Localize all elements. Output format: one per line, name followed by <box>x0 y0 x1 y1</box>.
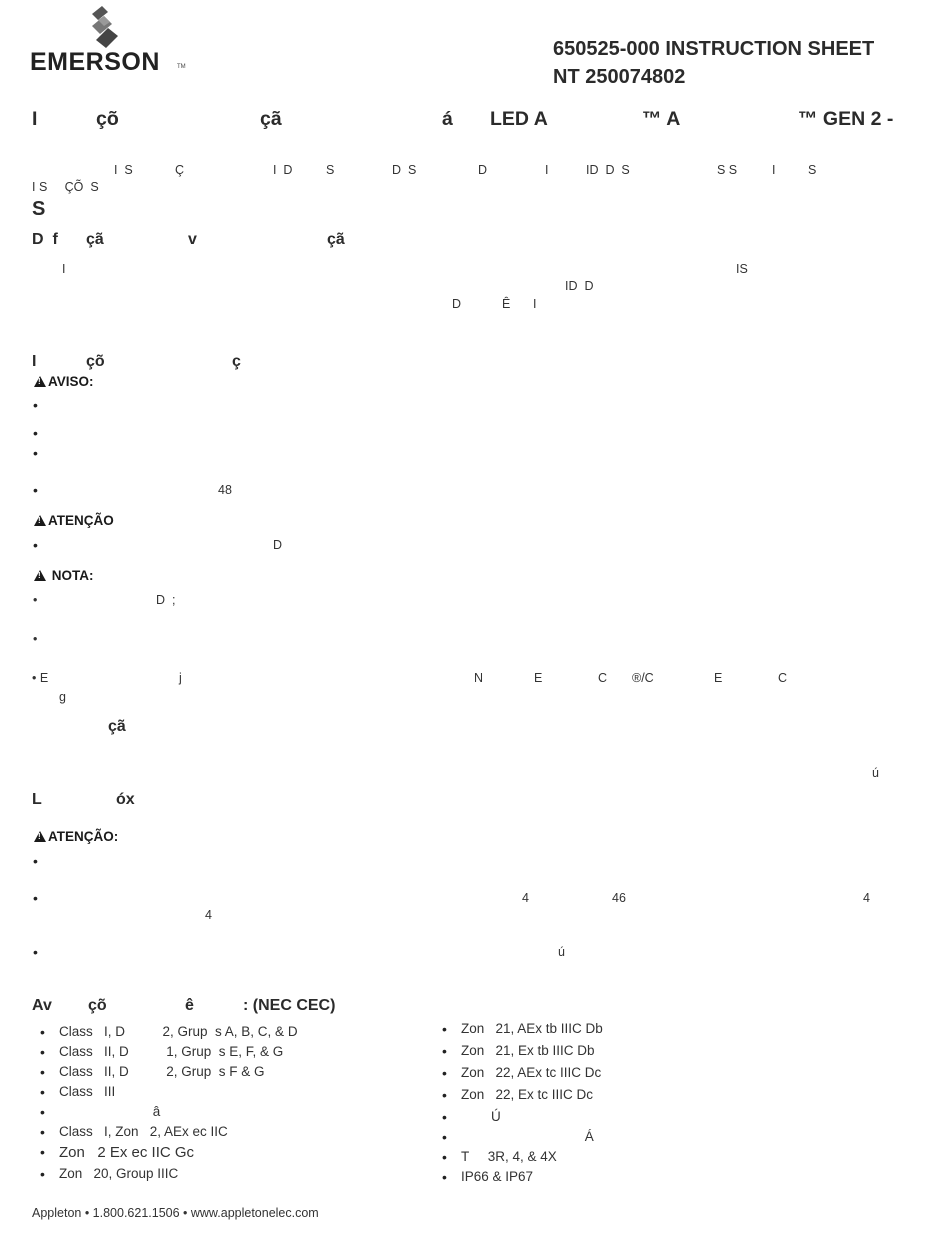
list-item: • â <box>33 1104 298 1124</box>
caps-fragment: D <box>478 163 488 177</box>
caps-fragment: I S <box>114 163 133 177</box>
nota-text: C <box>778 671 788 685</box>
list-item: • Á <box>435 1129 603 1149</box>
title-fragment: LED A <box>490 108 548 130</box>
definition-text: I <box>62 262 66 276</box>
emerson-logo-icon <box>88 6 122 48</box>
footer-contact: Appleton • 1.800.621.1506 • www.appletonelec.com <box>32 1206 319 1220</box>
caps-line-2: I S ÇÕ S <box>32 180 99 194</box>
bullet-dot: • <box>33 632 38 646</box>
title-fragment: ™ GEN 2 - <box>798 108 894 130</box>
ratings-heading: : (NEC CEC) <box>243 997 336 1014</box>
atencao-label: !ATENÇÃO <box>34 513 114 528</box>
bullet-dot: • <box>33 890 38 906</box>
definition-text: I <box>533 297 537 311</box>
sheet-number: NT 250074802 <box>553 66 686 88</box>
warning-icon <box>34 831 46 842</box>
section-s: S <box>32 198 46 220</box>
nota-text: C <box>598 671 608 685</box>
definition-heading: v <box>188 231 197 248</box>
title-fragment: çõ <box>96 108 119 130</box>
definition-text: IS <box>736 262 748 276</box>
nota-text: D ; <box>156 593 176 607</box>
list-item: • IP66 & IP67 <box>435 1169 603 1189</box>
title-fragment: ™ A <box>642 108 681 130</box>
atencao2-note: 4 <box>863 891 870 905</box>
ratings-left-list <box>33 1024 298 1186</box>
bullet-dot: • <box>33 853 38 869</box>
title-fragment: I <box>32 108 38 130</box>
definition-heading: çã <box>327 231 345 248</box>
list-item: • Zon 22, AEx tc IIIC Dc <box>435 1065 603 1087</box>
caps-fragment: D S <box>392 163 417 177</box>
brand-wordmark: EMERSON <box>30 48 160 76</box>
list-item: • Zon 2 Ex ec IIC Gc <box>33 1144 298 1166</box>
bullet-dot: • <box>33 537 38 553</box>
list-item: • Class II, D 2, Grup s F & G <box>33 1064 298 1084</box>
list-item: • Class I, D 2, Grup s A, B, C, & D <box>33 1024 298 1044</box>
caps-fragment: S <box>808 163 817 177</box>
atencao2-note: ú <box>558 945 565 959</box>
bullet-dot: • <box>33 397 38 413</box>
nota-text: j <box>179 671 182 685</box>
ratings-heading: ê <box>185 997 194 1014</box>
caps-fragment: I <box>545 163 549 177</box>
caps-fragment: S <box>326 163 335 177</box>
caps-fragment: Ç <box>175 163 185 177</box>
atencao2-note: 4 <box>205 908 212 922</box>
operation-note: ú <box>872 766 879 780</box>
nota-text: • E <box>32 671 49 685</box>
atencao2-note: 46 <box>612 891 626 905</box>
brand-tm: TM <box>177 64 186 70</box>
list-item: • Zon 22, Ex tc IIIC Dc <box>435 1087 603 1109</box>
bullet-dot: • <box>33 944 38 960</box>
list-item: • Ú <box>435 1109 603 1129</box>
nota-text: E <box>534 671 543 685</box>
warning-icon <box>34 376 46 387</box>
install-heading: çõ <box>86 353 105 370</box>
location-heading: L <box>32 791 42 808</box>
list-item: • Class II, D 1, Grup s E, F, & G <box>33 1044 298 1064</box>
caps-fragment: I <box>772 163 776 177</box>
list-item: • Class I, Zon 2, AEx ec IIC <box>33 1124 298 1144</box>
warning-icon <box>34 570 46 581</box>
nota-text: g <box>59 690 66 704</box>
caps-fragment: S S <box>717 163 738 177</box>
title-fragment: á <box>442 108 453 130</box>
ratings-heading: çõ <box>88 997 107 1014</box>
aviso-note: 48 <box>218 483 232 497</box>
atencao2-note: 4 <box>522 891 529 905</box>
bullet-dot: • <box>33 593 38 607</box>
sheet-title: 650525-000 INSTRUCTION SHEET <box>553 38 875 60</box>
atencao-note: D <box>273 538 283 552</box>
bullet-dot: • <box>33 482 38 498</box>
list-item: • Class III <box>33 1084 298 1104</box>
definition-text: Ê <box>502 297 511 311</box>
operation-heading: çã <box>108 718 126 735</box>
definition-text: ID D <box>565 279 594 293</box>
warning-icon <box>34 515 46 526</box>
caps-fragment: I D <box>273 163 293 177</box>
definition-heading: çã <box>86 231 104 248</box>
list-item: • Zon 21, Ex tb IIIC Db <box>435 1043 603 1065</box>
ratings-right-list <box>435 1021 603 1189</box>
aviso-label: !AVISO: <box>34 374 94 389</box>
emerson-logo <box>30 6 190 76</box>
bullet-dot: • <box>33 425 38 441</box>
nota-text: E <box>714 671 723 685</box>
nota-text: ®/C <box>632 671 654 685</box>
atencao-label-2: !ATENÇÃO: <box>34 829 118 844</box>
definition-heading: D f <box>32 231 58 248</box>
list-item: • T 3R, 4, & 4X <box>435 1149 603 1169</box>
title-fragment: çã <box>260 108 282 130</box>
list-item: • Zon 20, Group IIIC <box>33 1166 298 1186</box>
nota-label: ! NOTA: <box>34 568 94 583</box>
install-heading: ç <box>232 353 241 370</box>
caps-fragment: ID D S <box>586 163 630 177</box>
ratings-heading: Av <box>32 997 52 1014</box>
nota-text: N <box>474 671 484 685</box>
install-heading: I <box>32 353 37 370</box>
location-heading: óx <box>116 791 135 808</box>
list-item: • Zon 21, AEx tb IIIC Db <box>435 1021 603 1043</box>
bullet-dot: • <box>33 445 38 461</box>
definition-text: D <box>452 297 462 311</box>
